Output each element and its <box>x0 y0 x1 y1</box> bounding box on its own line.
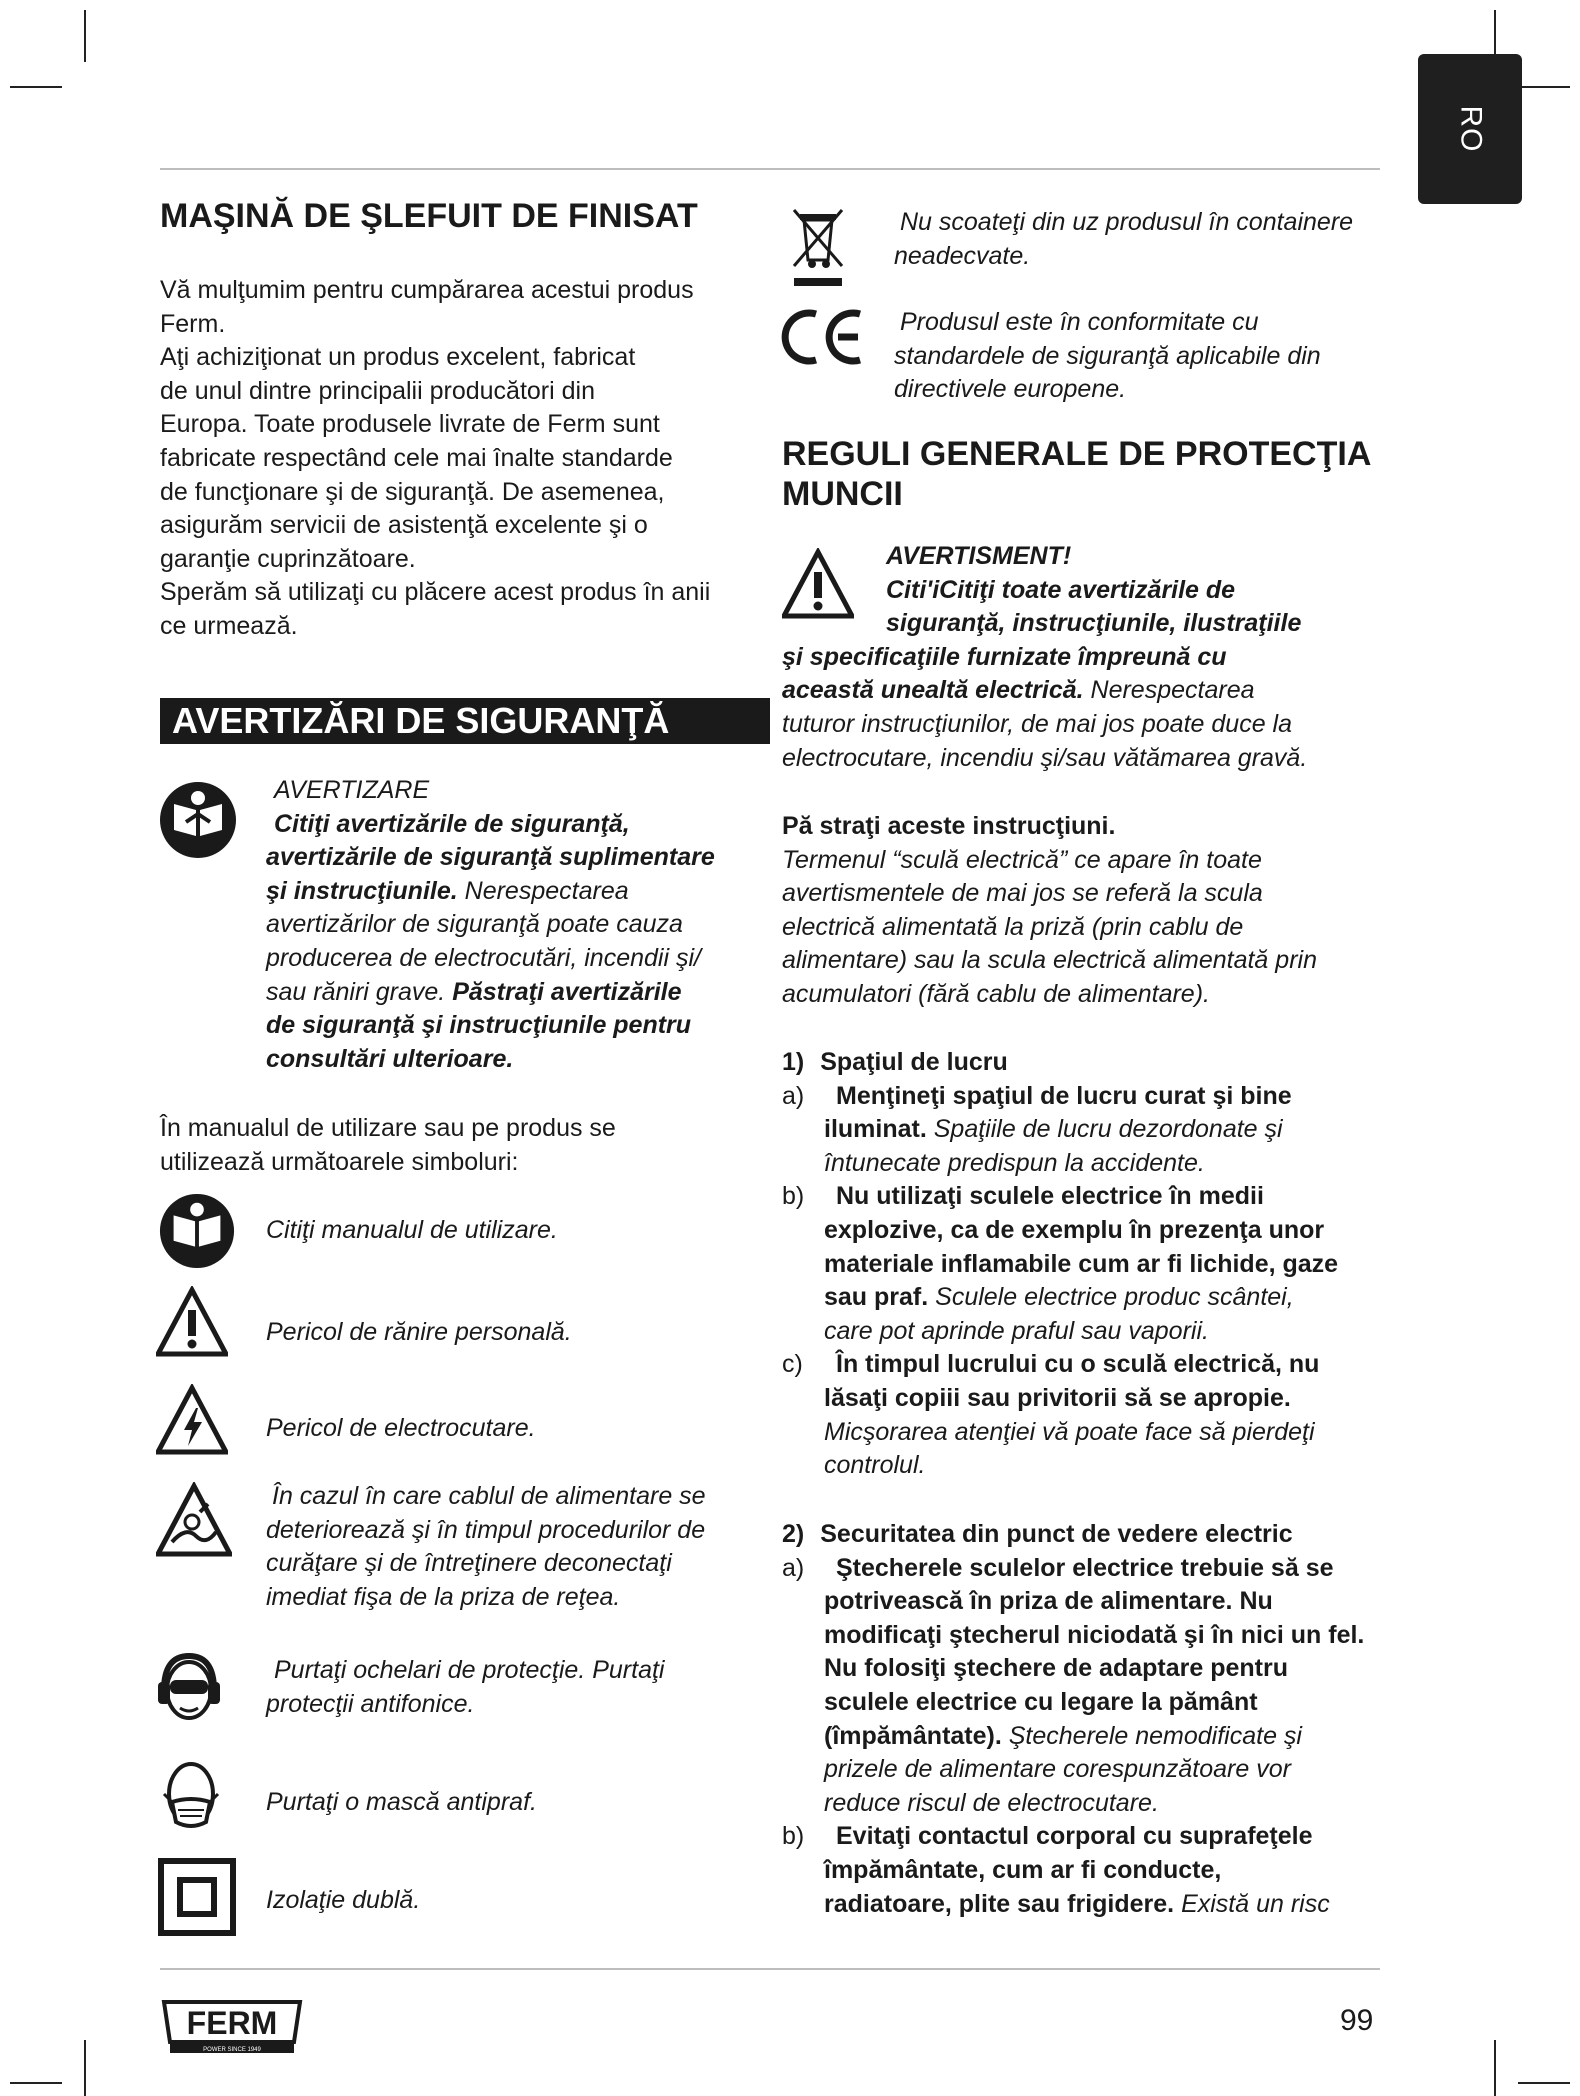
goggles-earmuffs-icon <box>156 1650 222 1730</box>
text-line: producerea de electrocutări, incendii şi/ <box>266 943 701 972</box>
symbol-description: Citiţi manualul de utilizare. <box>266 1216 558 1244</box>
general-rules-title <box>782 434 1382 514</box>
text-line: acumulatori (fără cablu de alimentare). <box>782 979 1210 1008</box>
text-line: Nu utilizaţi sculele electrice în medii <box>836 1182 1264 1211</box>
section-number: 1) <box>782 1048 805 1076</box>
text-line: reduce riscul de electrocutare. <box>824 1788 1159 1817</box>
text-line: Citi'iCitiţi toate avertizările de <box>886 575 1236 604</box>
footer-rule <box>160 1968 1380 1970</box>
list-item <box>782 1348 1402 1482</box>
intro-text <box>160 274 780 644</box>
crop-mark <box>1494 2040 1496 2096</box>
text-line: explozive, ca de exemplu în prezenţa unor <box>824 1215 1325 1244</box>
section-title: Spaţiul de lucru <box>820 1048 1008 1076</box>
ce-mark-icon <box>780 306 866 379</box>
section-1 <box>782 1046 1402 1483</box>
symbol-description <box>266 1480 706 1614</box>
italic-run: Spaţiile de lucru dezordonate şi <box>926 1115 1283 1144</box>
symbols-intro <box>160 1112 780 1179</box>
warning-label: AVERTIZARE <box>274 776 430 804</box>
text-line: alimentare) sau la scula electrică alimentată prin <box>782 946 1317 975</box>
text-line: Nu scoateţi din uz produsul în containere <box>900 208 1354 236</box>
text-line: Nu folosiţi ştechere de adaptare pentru <box>824 1654 1288 1683</box>
list-item <box>782 1552 1402 1821</box>
text-line: imediat fişa de la priza de reţea. <box>266 1582 621 1611</box>
list-label: a) <box>782 1081 805 1110</box>
text-line: împământate, cum ar fi conducte, <box>824 1855 1222 1884</box>
text-line: Sperăm să utilizaţi cu plăcere acest produs în anii <box>160 578 711 607</box>
title-line: REGULI GENERALE DE PROTECŢIA <box>782 435 1372 473</box>
symbol-description: Izolaţie dublă. <box>266 1886 421 1914</box>
list-label: b) <box>782 1822 805 1851</box>
text-line: curăţare şi de întreţinere deconectaţi <box>266 1549 672 1578</box>
text-line: avertizărilor de siguranţă poate cauza <box>266 910 683 939</box>
brand-tagline: POWER SINCE 1949 <box>203 2047 261 2053</box>
section-2 <box>782 1518 1402 1921</box>
double-insulation-icon <box>158 1858 236 1936</box>
crop-mark <box>10 2082 62 2084</box>
crop-mark <box>1518 86 1570 88</box>
section-heading-text: AVERTIZĂRI DE SIGURANŢĂ <box>172 700 670 741</box>
text-line: consultări ulterioare. <box>266 1044 514 1073</box>
bold-run: (împământate). <box>824 1721 1002 1750</box>
text-line: Europa. Toate produsele livrate de Ferm sunt <box>160 410 660 439</box>
text-line: Menţineţi spaţiul de lucru curat şi bine <box>836 1081 1292 1110</box>
text-line <box>824 1888 1402 1922</box>
language-tab <box>1418 54 1522 204</box>
text-line: întunecate predispun la accidente. <box>824 1148 1205 1177</box>
text-line: şi specificaţiile furnizate împreună cu <box>782 642 1227 671</box>
symbol-description: Pericol de rănire personală. <box>266 1318 572 1346</box>
text-line: În timpul lucrului cu o sculă electrică, nu <box>836 1350 1320 1379</box>
list-item <box>782 1080 1402 1181</box>
crop-mark <box>84 10 86 62</box>
text-line <box>782 674 1402 708</box>
italic-run: Există un risc <box>1174 1889 1330 1918</box>
damaged-cable-icon <box>156 1482 232 1558</box>
text-line: avertismentele de mai jos se referă la scula <box>782 879 1263 908</box>
crop-mark <box>1518 2082 1570 2084</box>
italic-run: Sculele electrice produc scântei, <box>928 1283 1294 1312</box>
page-number: 99 <box>1340 2004 1374 2037</box>
warning-triangle-icon <box>156 1286 228 1358</box>
text-line: de funcţionare şi de siguranţă. De asemenea, <box>160 477 665 506</box>
text-line: ce urmează. <box>160 611 298 640</box>
crop-mark <box>10 86 62 88</box>
text-line: sculele electrice cu legare la pământ <box>824 1687 1258 1716</box>
text-line: de siguranţă şi instrucţiunile pentru <box>266 1011 692 1040</box>
text-line: Ferm. <box>160 309 226 338</box>
text-line: lăsaţi copiii sau privitorii să se apropie. <box>824 1383 1291 1412</box>
text-line: În manualul de utilizare sau pe produs se <box>160 1114 616 1142</box>
read-manual-icon <box>158 1192 236 1270</box>
italic-run: Nerespectarea <box>457 876 629 905</box>
list-label: c) <box>782 1350 803 1379</box>
text-line <box>266 875 766 909</box>
text-line: siguranţă, instrucţiunile, ilustraţiile <box>886 609 1302 638</box>
text-line: deteriorează şi în timpul procedurilor de <box>266 1515 706 1544</box>
text-line: tuturor instrucţiunilor, de mai jos poate duce la <box>782 709 1292 738</box>
term-block <box>782 810 1402 1012</box>
electric-shock-icon <box>156 1384 228 1456</box>
symbol-description: Purtaţi o mască antipraf. <box>266 1788 537 1816</box>
ferm-logo <box>160 1998 304 2054</box>
text-line: potrivească în priza de alimentare. Nu <box>824 1587 1273 1616</box>
bold-run: şi instrucţiunile. <box>266 876 458 905</box>
dust-mask-icon <box>158 1756 224 1836</box>
section-heading <box>782 1046 1402 1080</box>
text-line: controlul. <box>824 1451 926 1480</box>
warning-block <box>266 774 766 1076</box>
list-item <box>782 1820 1402 1921</box>
weee-bin-icon <box>790 208 846 288</box>
list-label: b) <box>782 1182 805 1211</box>
left-column <box>160 196 760 236</box>
text-line: fabricate respectând cele mai înalte standarde <box>160 443 673 472</box>
text-line: electrică alimentată la priză (prin cablu de <box>782 912 1244 941</box>
text-line: neadecvate. <box>894 241 1031 270</box>
text-line: materiale inflamabile cum ar fi lichide, gaze <box>824 1249 1339 1278</box>
section-heading-safety <box>160 698 770 744</box>
text-line: Produsul este în conformitate cu <box>900 308 1259 336</box>
title-line: MUNCII <box>782 475 903 513</box>
text-line: prizele de alimentare corespunzătoare vor <box>824 1755 1291 1784</box>
language-label: RO <box>1454 105 1487 153</box>
text-line <box>824 1720 1402 1754</box>
bold-run: sau praf. <box>824 1283 929 1312</box>
text-line: directivele europene. <box>894 375 1127 404</box>
italic-run: Nerespectarea <box>1083 676 1255 705</box>
text-line: Micşorarea atenţiei vă poate face să pierdeţi <box>824 1417 1315 1446</box>
list-label: a) <box>782 1553 805 1582</box>
text-line: protecţii antifonice. <box>266 1689 475 1718</box>
text-line: standardele de siguranţă aplicabile din <box>894 341 1321 370</box>
section-number: 2) <box>782 1520 805 1548</box>
keep-instructions: Pă straţi aceste instrucţiuni. <box>782 812 1116 840</box>
symbol-description <box>266 1654 664 1721</box>
text-line: Evitaţi contactul corporal cu suprafeţele <box>836 1822 1313 1851</box>
text-line: Ştecherele sculelor electrice trebuie să se <box>836 1553 1334 1582</box>
header-rule <box>160 168 1380 170</box>
text-line: Aţi achiziţionat un produs excelent, fabricat <box>160 343 636 372</box>
warning-label: AVERTISMENT! <box>886 542 1072 570</box>
bold-run: Păstraţi avertizările <box>445 977 682 1006</box>
bold-run: radiatoare, plite sau frigidere. <box>824 1889 1175 1918</box>
text-line: avertizările de siguranţă suplimentare <box>266 843 715 872</box>
text-line: Vă mulţumim pentru cumpărarea acestui produs <box>160 276 694 304</box>
text-line: electrocutare, incendiu şi/sau vătămarea gravă. <box>782 743 1308 772</box>
text-line: modificaţi ştecherul niciodată şi în nici un fel. <box>824 1620 1365 1649</box>
text-line <box>266 976 766 1010</box>
italic-run: sau răniri grave. <box>266 977 446 1006</box>
bold-run: iluminat. <box>824 1115 927 1144</box>
section-heading <box>782 1518 1402 1552</box>
warning-block-right <box>782 540 1402 775</box>
crop-mark <box>84 2040 86 2096</box>
text-line: În cazul în care cablul de alimentare se <box>272 1482 706 1510</box>
text-line: care pot aprinde praful sau vaporii. <box>824 1316 1209 1345</box>
text-line: utilizează următoarele simboluri: <box>160 1147 519 1176</box>
symbol-description: Pericol de electrocutare. <box>266 1414 536 1442</box>
text-line <box>824 1113 1402 1147</box>
list-item <box>782 1180 1402 1348</box>
page-title: MAŞINĂ DE ŞLEFUIT DE FINISAT <box>160 197 698 235</box>
text-line: Termenul “sculă electrică” ce apare în toate <box>782 845 1262 874</box>
bold-run: această unealtă electrică. <box>782 676 1084 705</box>
text-line: garanţie cuprinzătoare. <box>160 544 416 573</box>
text-line: Purtaţi ochelari de protecţie. Purtaţi <box>274 1656 665 1684</box>
read-manual-icon <box>158 780 238 860</box>
text-line <box>824 1281 1402 1315</box>
text-line: asigurăm servicii de asistenţă excelente şi o <box>160 511 648 540</box>
weee-text <box>894 206 1353 273</box>
ce-text <box>894 306 1321 407</box>
text-line: de unul dintre principalii producători din <box>160 376 595 405</box>
section-title: Securitatea din punct de vedere electric <box>820 1520 1293 1548</box>
italic-run: Ştecherele nemodificate şi <box>1001 1721 1302 1750</box>
text-line: Citiţi avertizările de siguranţă, <box>274 809 630 838</box>
brand-name: FERM <box>186 2005 278 2041</box>
